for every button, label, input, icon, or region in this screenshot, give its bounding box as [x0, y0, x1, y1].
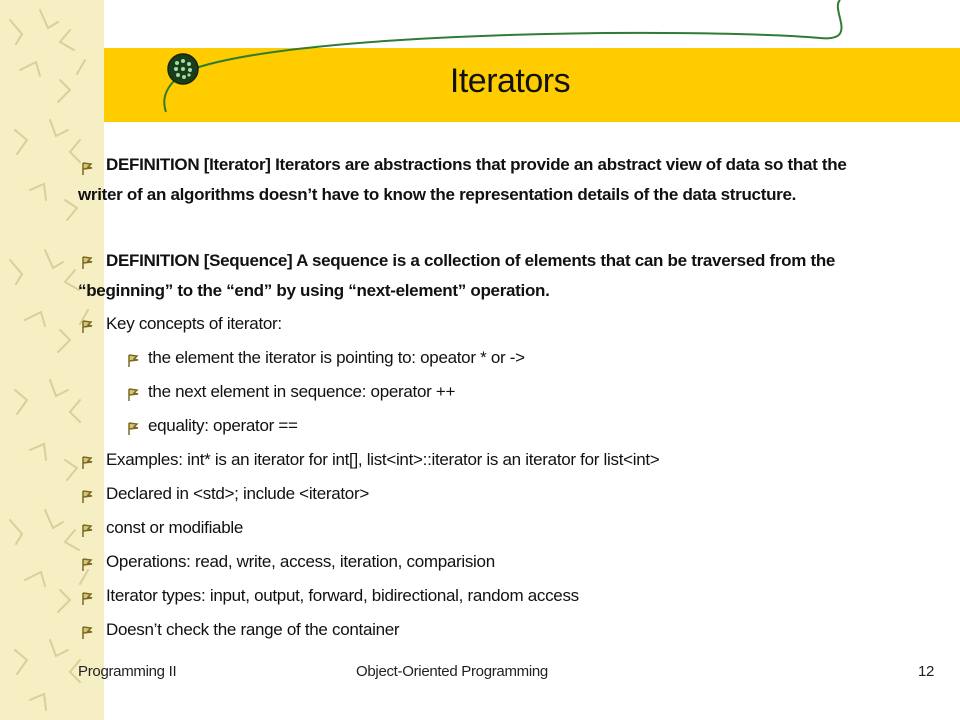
checkmark-flag-icon: [80, 318, 96, 334]
bullet-text-range: Doesn’t check the range of the container: [106, 620, 400, 639]
bullet-text-const: const or modifiable: [106, 518, 243, 537]
bullet-text-operations: Operations: read, write, access, iteration, comparision: [106, 552, 495, 571]
bullet-text-definition-iterator: DEFINITION [Iterator] Iterators are abstractions that provide an abstract view of data so that the writer of an algorithms doesn’t have to know the representation details of the data structure.: [78, 155, 847, 204]
sub-bullet-text-equality: equality: operator ==: [148, 416, 298, 435]
bullet-text-declared: Declared in <std>; include <iterator>: [106, 484, 369, 503]
slide-title: Iterators: [449, 62, 571, 100]
sub-bullet-text-next: the next element in sequence: operator ++: [148, 382, 456, 401]
checkmark-flag-icon: [80, 556, 96, 572]
checkmark-flag-icon: [126, 420, 142, 436]
checkmark-flag-icon: [126, 386, 142, 402]
globe-icon: [166, 52, 200, 86]
decorative-side-strip: [0, 0, 104, 720]
bullet-text-iterator-types: Iterator types: input, output, forward, bidirectional, random access: [106, 586, 579, 605]
checkmark-flag-icon: [80, 624, 96, 640]
bullet-text-key-concepts: Key concepts of iterator:: [106, 314, 282, 333]
checkmark-flag-icon: [80, 590, 96, 606]
footer-topic: Object-Oriented Programming: [356, 663, 548, 680]
bullet-text-definition-sequence: DEFINITION [Sequence] A sequence is a collection of elements that can be traversed from the “beginning” to the “end” by using “next-element” operation.: [78, 251, 836, 300]
checkmark-flag-icon: [126, 352, 142, 368]
footer-course: Programming II: [78, 663, 177, 680]
checkmark-flag-icon: [80, 488, 96, 504]
bullet-text-examples: Examples: int* is an iterator for int[], list<int>::iterator is an iterator for list<int>: [106, 450, 660, 469]
checkmark-flag-icon: [80, 522, 96, 538]
checkmark-flag-icon: [80, 454, 96, 470]
footer-page-number: 12: [918, 663, 935, 680]
sub-bullet-text-element: the element the iterator is pointing to: opeator * or ->: [148, 348, 525, 367]
